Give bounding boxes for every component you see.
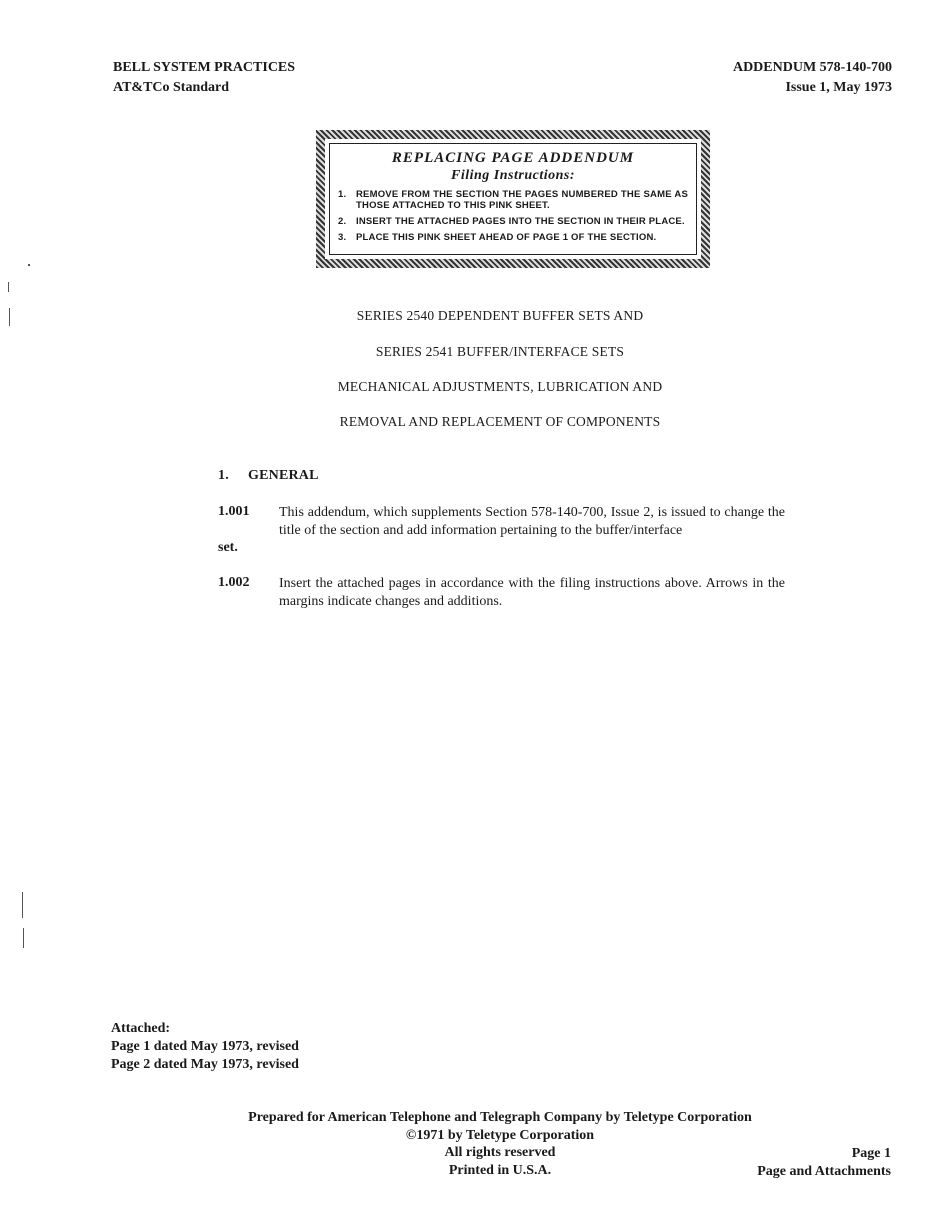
attachments-label: Attached: xyxy=(111,1021,171,1036)
instruction-text: PLACE THIS PINK SHEET AHEAD OF PAGE 1 OF THE SECTION. xyxy=(356,232,657,243)
page-and-attachments-label: Page and Attachments xyxy=(757,1163,891,1179)
instruction-text: REMOVE FROM THE SECTION THE PAGES NUMBERED THE SAME AS THOSE ATTACHED TO THIS PINK SHEET. xyxy=(356,189,688,211)
document-header-right xyxy=(733,58,892,98)
instruction-number: 1. xyxy=(338,189,347,200)
instruction-number: 3. xyxy=(338,232,347,243)
instruction-text: INSERT THE ATTACHED PAGES INTO THE SECTION IN THEIR PLACE. xyxy=(356,216,685,227)
paragraph-number: 1.001 xyxy=(218,504,250,519)
filing-instructions-list xyxy=(338,189,688,248)
addendum-number: ADDENDUM 578-140-700 xyxy=(732,60,892,75)
addendum-title: REPLACING PAGE ADDENDUM xyxy=(391,150,635,166)
section-heading xyxy=(218,468,319,484)
scan-mark xyxy=(22,892,23,918)
title-line-1: SERIES 2540 DEPENDENT BUFFER SETS AND xyxy=(356,308,644,323)
paragraph-number: 1.002 xyxy=(218,575,250,590)
paragraph-text: This addendum, which supplements Section 578-140-700, Issue 2, is issued to change the title of the section and add information pertaining to the buffer/interface xyxy=(279,505,785,538)
section-number: 1. xyxy=(218,468,229,483)
title-line-3: MECHANICAL ADJUSTMENTS, LUBRICATION AND xyxy=(337,379,663,394)
scan-mark xyxy=(8,282,9,292)
instruction-item xyxy=(338,189,688,211)
copyright-line: ©1971 by Teletype Corporation xyxy=(405,1127,595,1143)
attachments-list xyxy=(111,1020,299,1074)
filing-instructions-heading: Filing Instructions: xyxy=(451,168,575,183)
document-header-left xyxy=(113,58,295,98)
paragraph-continuation: set. xyxy=(218,540,238,555)
scan-mark xyxy=(9,308,10,326)
printed-line: Printed in U.S.A. xyxy=(448,1162,552,1178)
instruction-item xyxy=(338,232,688,243)
section-title: GENERAL xyxy=(248,468,319,483)
attachment-item: Page 2 dated May 1973, revised xyxy=(111,1057,299,1072)
attachment-item: Page 1 dated May 1973, revised xyxy=(111,1039,299,1054)
footer-page-info xyxy=(757,1145,891,1180)
instruction-number: 2. xyxy=(338,216,347,227)
issue-date: Issue 1, May 1973 xyxy=(785,80,892,95)
title-line-2: SERIES 2541 BUFFER/INTERFACE SETS xyxy=(375,344,625,359)
scan-mark xyxy=(28,264,30,266)
title-line-4: REMOVAL AND REPLACEMENT OF COMPONENTS xyxy=(339,414,661,429)
standard-label: AT&TCo Standard xyxy=(113,80,230,95)
paragraph-text: Insert the attached pages in accordance with the filing instructions above. Arrows in the margins indicate changes and additions. xyxy=(279,576,785,609)
page-number: Page 1 xyxy=(851,1146,891,1161)
replacing-page-addendum-box xyxy=(316,130,710,268)
rights-line: All rights reserved xyxy=(444,1145,556,1160)
series-name: BELL SYSTEM PRACTICES xyxy=(113,60,296,75)
instruction-item xyxy=(338,216,688,227)
prepared-for-line: Prepared for American Telephone and Telegraph Company by Teletype Corporation xyxy=(248,1110,752,1125)
footer-credits xyxy=(200,1109,800,1179)
addendum-inner-panel xyxy=(329,143,697,255)
scan-mark xyxy=(23,928,24,948)
